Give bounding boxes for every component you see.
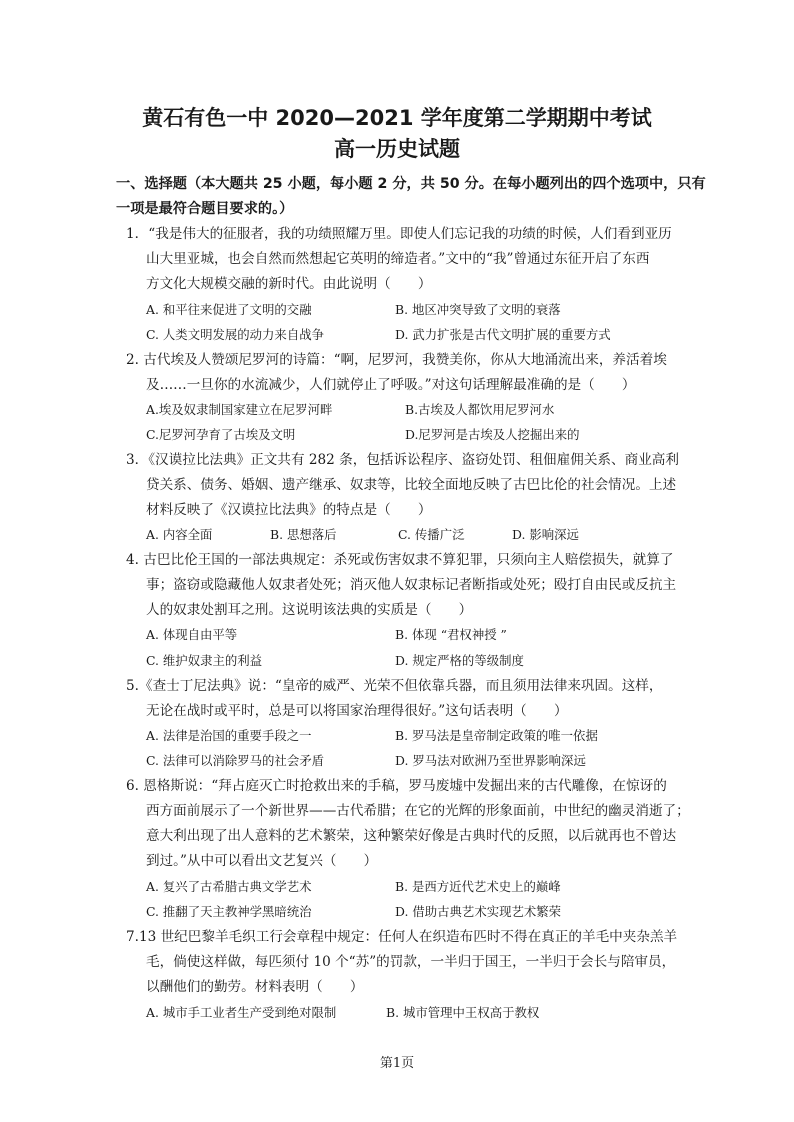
q6-line-4: 到过。”从中可以看出文艺复兴（ ） xyxy=(146,853,378,869)
q3-line-1: 3．《汉谟拉比法典》正文共有 282 条，包括诉讼程序、盗窃处罚、租佃雇佣关系、商业高利 xyxy=(126,452,679,468)
q7-option-b: B. 城市管理中王权高于教权 xyxy=(386,1005,540,1020)
q7-line-1: 7.13 世纪巴黎羊毛织工行会章程中规定：任何人在织造布匹时不得在真正的羊毛中夹杂羔羊 xyxy=(126,929,678,945)
q1-line-3: 方文化大规模交融的新时代。由此说明（ ） xyxy=(146,276,432,292)
q5-option-d: D. 罗马法对欧洲乃至世界影响深远 xyxy=(395,753,586,768)
q1-option-b: B. 地区冲突导致了文明的衰落 xyxy=(395,302,561,317)
q1-option-a: A. 和平往来促进了文明的交融 xyxy=(146,302,312,317)
q3-line-3: 材料反映了《汉谟拉比法典》的特点是（ ） xyxy=(146,502,432,518)
q3-option-b: B. 思想落后 xyxy=(270,527,337,542)
q3-line-2: 贷关系、债务、婚姻、遗产继承、奴隶等，比较全面地反映了古巴比伦的社会情况。上述 xyxy=(146,477,677,493)
q1-line-2: 山大里亚城，也会自然而然想起它英明的缔造者。”文中的“我”曾通过东征开启了东西 xyxy=(146,251,650,267)
q6-option-b: B. 是西方近代艺术史上的巅峰 xyxy=(395,879,561,894)
exam-subtitle: 高一历史试题 xyxy=(334,137,460,161)
q4-line-2: 事；盗窃或隐藏他人奴隶者处死；消灭他人奴隶标记者断指或处死；殴打自由民或反抗主 xyxy=(146,577,677,593)
q3-option-c: C. 传播广泛 xyxy=(398,527,465,542)
q2-line-2: 及……一旦你的水流减少，人们就停止了呼吸。”对这句话理解最准确的是（ ） xyxy=(146,377,636,393)
q4-option-b: B. 体现 “君权神授 ” xyxy=(395,627,507,642)
q5-option-a: A. 法律是治国的重要手段之一 xyxy=(146,728,312,743)
q2-line-1: 2. 古代埃及人赞颂尼罗河的诗篇：“啊，尼罗河，我赞美你，你从大地涌流出来，养活着埃 xyxy=(126,352,667,368)
q6-option-a: A. 复兴了古希腊古典文学艺术 xyxy=(146,879,312,894)
exam-title: 黄石有色一中 2020—2021 学年度第二学期期中考试 xyxy=(142,106,652,130)
q6-line-3: 意大利出现了出人意料的艺术繁荣，这种繁荣好像是古典时代的反照，以后就再也不曾达 xyxy=(146,828,677,844)
section-heading: 一、选择题（本大题共 25 小题，每小题 2 分，共 50 分。在每小题列出的四个选项中，只有一项是最符合题目要求的。） xyxy=(116,176,706,217)
q2-option-d: D.尼罗河是古埃及人挖掘出来的 xyxy=(405,427,580,442)
q7-line-2: 毛，倘使这样做，每匹须付 10 个“苏”的罚款，一半归于国王，一半归于会长与陪审员， xyxy=(146,954,676,970)
q1-option-d: D. 武力扩张是古代文明扩展的重要方式 xyxy=(395,327,611,342)
q3-option-a: A. 内容全面 xyxy=(146,527,213,542)
q2-option-c: C.尼罗河孕育了古埃及文明 xyxy=(146,427,296,442)
q1-option-c: C. 人类文明发展的动力来自战争 xyxy=(146,327,324,342)
q6-line-2: 西方面前展示了一个新世界——古代希腊；在它的光辉的形象面前，中世纪的幽灵消逝了； xyxy=(146,803,690,819)
q2-option-a: A.埃及奴隶制国家建立在尼罗河畔 xyxy=(146,402,333,417)
q5-line-1: 5.《查士丁尼法典》说：“皇帝的威严、光荣不但依靠兵器，而且须用法律来巩固。这样， xyxy=(126,678,663,694)
q5-option-c: C. 法律可以消除罗马的社会矛盾 xyxy=(146,753,324,768)
q7-option-a: A. 城市手工业者生产受到绝对限制 xyxy=(146,1005,337,1020)
q5-option-b: B. 罗马法是皇帝制定政策的唯一依据 xyxy=(395,728,598,743)
page-number: 第1页 xyxy=(379,1056,415,1071)
q6-line-1: 6. 恩格斯说：“拜占庭灭亡时抢救出来的手稿，罗马废墟中发掘出来的古代雕像，在惊讶的 xyxy=(126,778,667,794)
q4-line-1: 4. 古巴比伦王国的一部法典规定：杀死或伤害奴隶不算犯罪，只须向主人赔偿损失，就算了 xyxy=(126,552,674,568)
q6-option-d: D. 借助古典艺术实现艺术繁荣 xyxy=(395,904,562,919)
q4-option-c: C. 维护奴隶主的利益 xyxy=(146,653,263,668)
q2-option-b: B.古埃及人都饮用尼罗河水 xyxy=(405,402,555,417)
q4-option-d: D. 规定严格的等级制度 xyxy=(395,653,524,668)
q4-option-a: A. 体现自由平等 xyxy=(146,627,238,642)
q4-line-3: 人的奴隶处割耳之刑。这说明该法典的实质是（ ） xyxy=(146,602,473,618)
q1-line-1: 1．“我是伟大的征服者，我的功绩照耀万里。即使人们忘记我的功绩的时候，人们看到亚历 xyxy=(126,226,672,242)
q6-option-c: C. 推翻了天主教神学黑暗统治 xyxy=(146,904,312,919)
q3-option-d: D. 影响深远 xyxy=(512,527,579,542)
q5-line-2: 无论在战时或平时，总是可以将国家治理得很好。”这句话表明（ ） xyxy=(146,703,568,719)
q7-line-3: 以酬他们的勤劳。材料表明（ ） xyxy=(146,979,364,995)
